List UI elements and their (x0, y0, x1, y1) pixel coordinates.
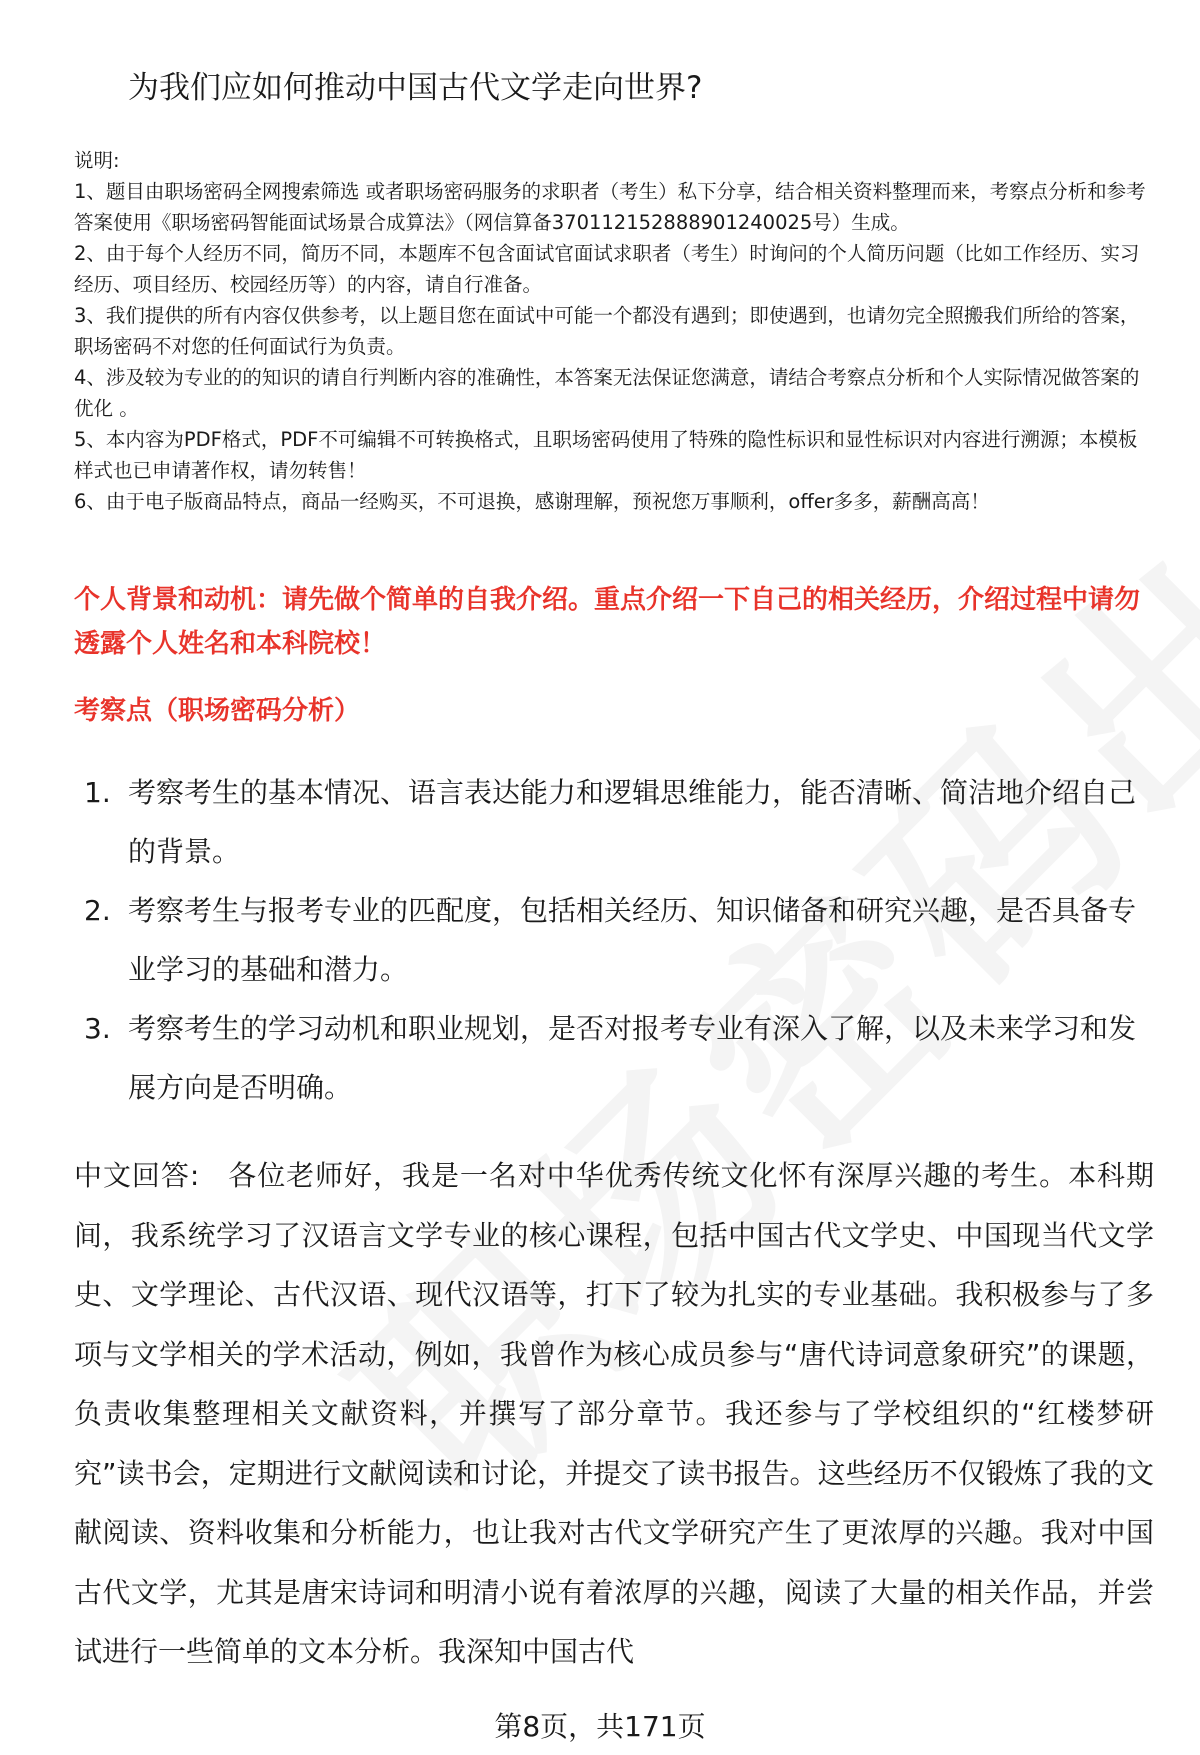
note-item: 5、本内容为PDF格式，PDF不可编辑不可转换格式，且职场密码使用了特殊的隐性标识和显性标识对内容进行溯源；本模板样式也已申请著作权，请勿转售！ (74, 428, 1138, 482)
interview-question: 个人背景和动机：请先做个简单的自我介绍。重点介绍一下自己的相关经历，介绍过程中请勿透露个人姓名和本科院校！ (74, 585, 1141, 659)
answer-label: 中文回答: (74, 1159, 200, 1192)
note-item: 2、由于每个人经历不同，简历不同，本题库不包含面试官面试求职者（考生）时询问的个人简历问题（比如工作经历、实习经历、项目经历、校园经历等）的内容，请自行准备。 (74, 242, 1140, 296)
answer-paragraph (74, 1146, 1154, 1682)
page-title: 为我们应如何推动中国古代文学走向世界? (128, 70, 703, 106)
analysis-item-text: 考察考生的基本情况、语言表达能力和逻辑思维能力，能否清晰、简洁地介绍自己的背景。 (128, 776, 1137, 868)
note-item: 1、题目由职场密码全网搜索筛选 或者职场密码服务的求职者（考生）私下分享，结合相关资料整理而来，考察点分析和参考答案使用《职场密码智能面试场景合成算法》（网信算备370112152888901240025号）生成。 (74, 180, 1146, 234)
notes-section (74, 145, 1154, 517)
analysis-item (74, 999, 1154, 1117)
analysis-item-number: 3. (84, 1012, 111, 1045)
notes-heading: 说明: (74, 149, 120, 172)
analysis-item (74, 881, 1154, 999)
note-item: 3、我们提供的所有内容仅供参考，以上题目您在面试中可能一个都没有遇到；即使遇到，也请勿完全照搬我们所给的答案，职场密码不对您的任何面试行为负责。 (74, 304, 1140, 358)
analysis-list (74, 763, 1154, 1117)
analysis-item-number: 2. (84, 894, 111, 927)
note-item: 6、由于电子版商品特点，商品一经购买，不可退换，感谢理解，预祝您万事顺利，offer多多，薪酬高高！ (74, 490, 990, 513)
analysis-heading: 考察点（职场密码分析） (74, 696, 361, 726)
analysis-item-number: 1. (84, 776, 111, 809)
page-number: 第8页，共171页 (494, 1710, 706, 1743)
analysis-item (74, 763, 1154, 881)
answer-text: 各位老师好，我是一名对中华优秀传统文化怀有深厚兴趣的考生。本科期间，我系统学习了汉语言文学专业的核心课程，包括中国古代文学史、中国现当代文学史、文学理论、古代汉语、现代汉语等，打下了较为扎实的专业基础。我积极参与了多项与文学相关的学术活动，例如，我曾作为核心成员参与“唐代诗词意象研究”的课题，负责收集整理相关文献资料，并撰写了部分章节。我还参与了学校组织的“红楼梦研究”读书会，定期进行文献阅读和讨论，并提交了读书报告。这些经历不仅锻炼了我的文献阅读、资料收集和分析能力，也让我对古代文学研究产生了更浓厚的兴趣。我对中国古代文学，尤其是唐宋诗词和明清小说有着浓厚的兴趣，阅读了大量的相关作品，并尝试进行一些简单的文本分析。我深知中国古代 (74, 1159, 1154, 1668)
note-item: 4、涉及较为专业的的知识的请自行判断内容的准确性，本答案无法保证您满意，请结合考察点分析和个人实际情况做答案的优化 。 (74, 366, 1140, 420)
analysis-item-text: 考察考生与报考专业的匹配度，包括相关经历、知识储备和研究兴趣，是否具备专业学习的基础和潜力。 (128, 894, 1137, 986)
analysis-item-text: 考察考生的学习动机和职业规划，是否对报考专业有深入了解，以及未来学习和发展方向是否明确。 (128, 1012, 1137, 1104)
